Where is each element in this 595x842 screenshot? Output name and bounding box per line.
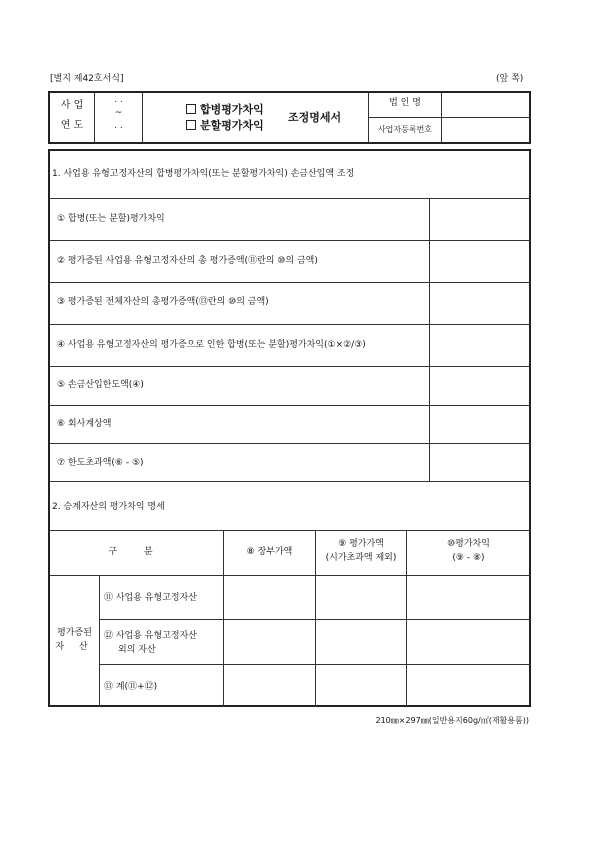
s1-row-3-value[interactable]: [430, 283, 529, 323]
s1-row-6-label: ⑥ 회사계상액: [57, 419, 112, 429]
date-from[interactable]: . .: [114, 95, 123, 105]
option-merger[interactable]: [186, 103, 264, 116]
s2-r11-book[interactable]: [224, 576, 315, 619]
s2-r11-appraised[interactable]: [316, 576, 406, 619]
s2-row-12-label: ⑫ 사업용 유형고정자산: [104, 631, 197, 641]
option-split[interactable]: [186, 119, 264, 132]
s1-row-2-label: ② 평가증된 사업용 유형고정자산의 총 평가증액(⑪란의 ⑩의 금액): [57, 256, 318, 266]
s1-row-6-value[interactable]: [430, 406, 529, 443]
section1-title: 1. 사업용 유형고정자산의 합병평가차익(또는 분할평가차익) 손금산입액 조정: [52, 169, 355, 179]
s1-row-1-label: ① 합병(또는 분할)평가차익: [57, 214, 165, 224]
s1-row-5-label: ⑤ 손금산입한도액(④): [57, 380, 144, 390]
s2-row-11-label: ⑪ 사업용 유형고정자산: [104, 593, 197, 603]
s2-r12-book[interactable]: [224, 620, 315, 664]
group-label-2: 자 산: [55, 642, 94, 652]
s1-row-2-value[interactable]: [430, 241, 529, 281]
biz-no-label: 사업자등록번호: [377, 125, 433, 134]
s2-row-12-label-2: 외의 자산: [118, 645, 156, 655]
biz-no-field[interactable]: [442, 118, 529, 142]
section2-title: 2. 승계자산의 평가차익 명세: [52, 502, 165, 512]
option-merger-label: 합병평가차익: [200, 103, 264, 116]
merger-checkbox[interactable]: [186, 104, 196, 114]
col-division: 구 분: [108, 547, 165, 557]
s1-row-1-value[interactable]: [430, 199, 529, 239]
corp-name-field[interactable]: [442, 93, 529, 116]
group-label-1: 평가증된: [57, 628, 92, 638]
s2-r13-book[interactable]: [224, 665, 315, 706]
col-appraised-2: (시가초과액 제외): [325, 553, 397, 563]
s1-row-4-value[interactable]: [430, 325, 529, 365]
form-title: 조정명세서: [288, 111, 342, 124]
s2-r12-gain[interactable]: [407, 620, 529, 664]
col-gain-1: ⑩평가차익: [447, 539, 490, 549]
year-label-2: 연 도: [60, 120, 84, 131]
s2-r13-appraised[interactable]: [316, 665, 406, 706]
col-gain-2: (⑨ - ⑧): [452, 553, 485, 563]
col-book-value: ⑧ 장부가액: [246, 547, 293, 557]
s2-r11-gain[interactable]: [407, 576, 529, 619]
s2-r12-appraised[interactable]: [316, 620, 406, 664]
s1-row-7-value[interactable]: [430, 444, 529, 481]
s1-row-3-label: ③ 평가증된 전체자산의 총평가증액(⑬란의 ⑩의 금액): [57, 297, 269, 307]
form-label: [별지 제42호서식]: [50, 74, 124, 84]
year-label-1: 사 업: [60, 100, 84, 111]
corp-name-label: 법 인 명: [389, 98, 421, 108]
col-appraised-1: ⑨ 평가가액: [338, 539, 384, 549]
date-tilde: ~: [114, 108, 123, 118]
s1-row-7-label: ⑦ 한도초과액(⑥ - ⑤): [57, 458, 144, 468]
date-to[interactable]: . .: [114, 121, 123, 131]
s2-row-13-label: ⑬ 계(⑪+⑫): [104, 682, 158, 692]
page-side-label: (앞 쪽): [496, 74, 524, 84]
paper-spec-footer: 210㎜×297㎜(일반용지60g/㎡(재활용품)): [375, 716, 529, 725]
s2-r13-gain[interactable]: [407, 665, 529, 706]
option-split-label: 분할평가차익: [200, 119, 264, 132]
s1-row-5-value[interactable]: [430, 367, 529, 404]
split-checkbox[interactable]: [186, 120, 196, 130]
s1-row-4-label: ④ 사업용 유형고정자산의 평가증으로 인한 합병(또는 분할)평가차익(①×②/③): [57, 340, 366, 350]
